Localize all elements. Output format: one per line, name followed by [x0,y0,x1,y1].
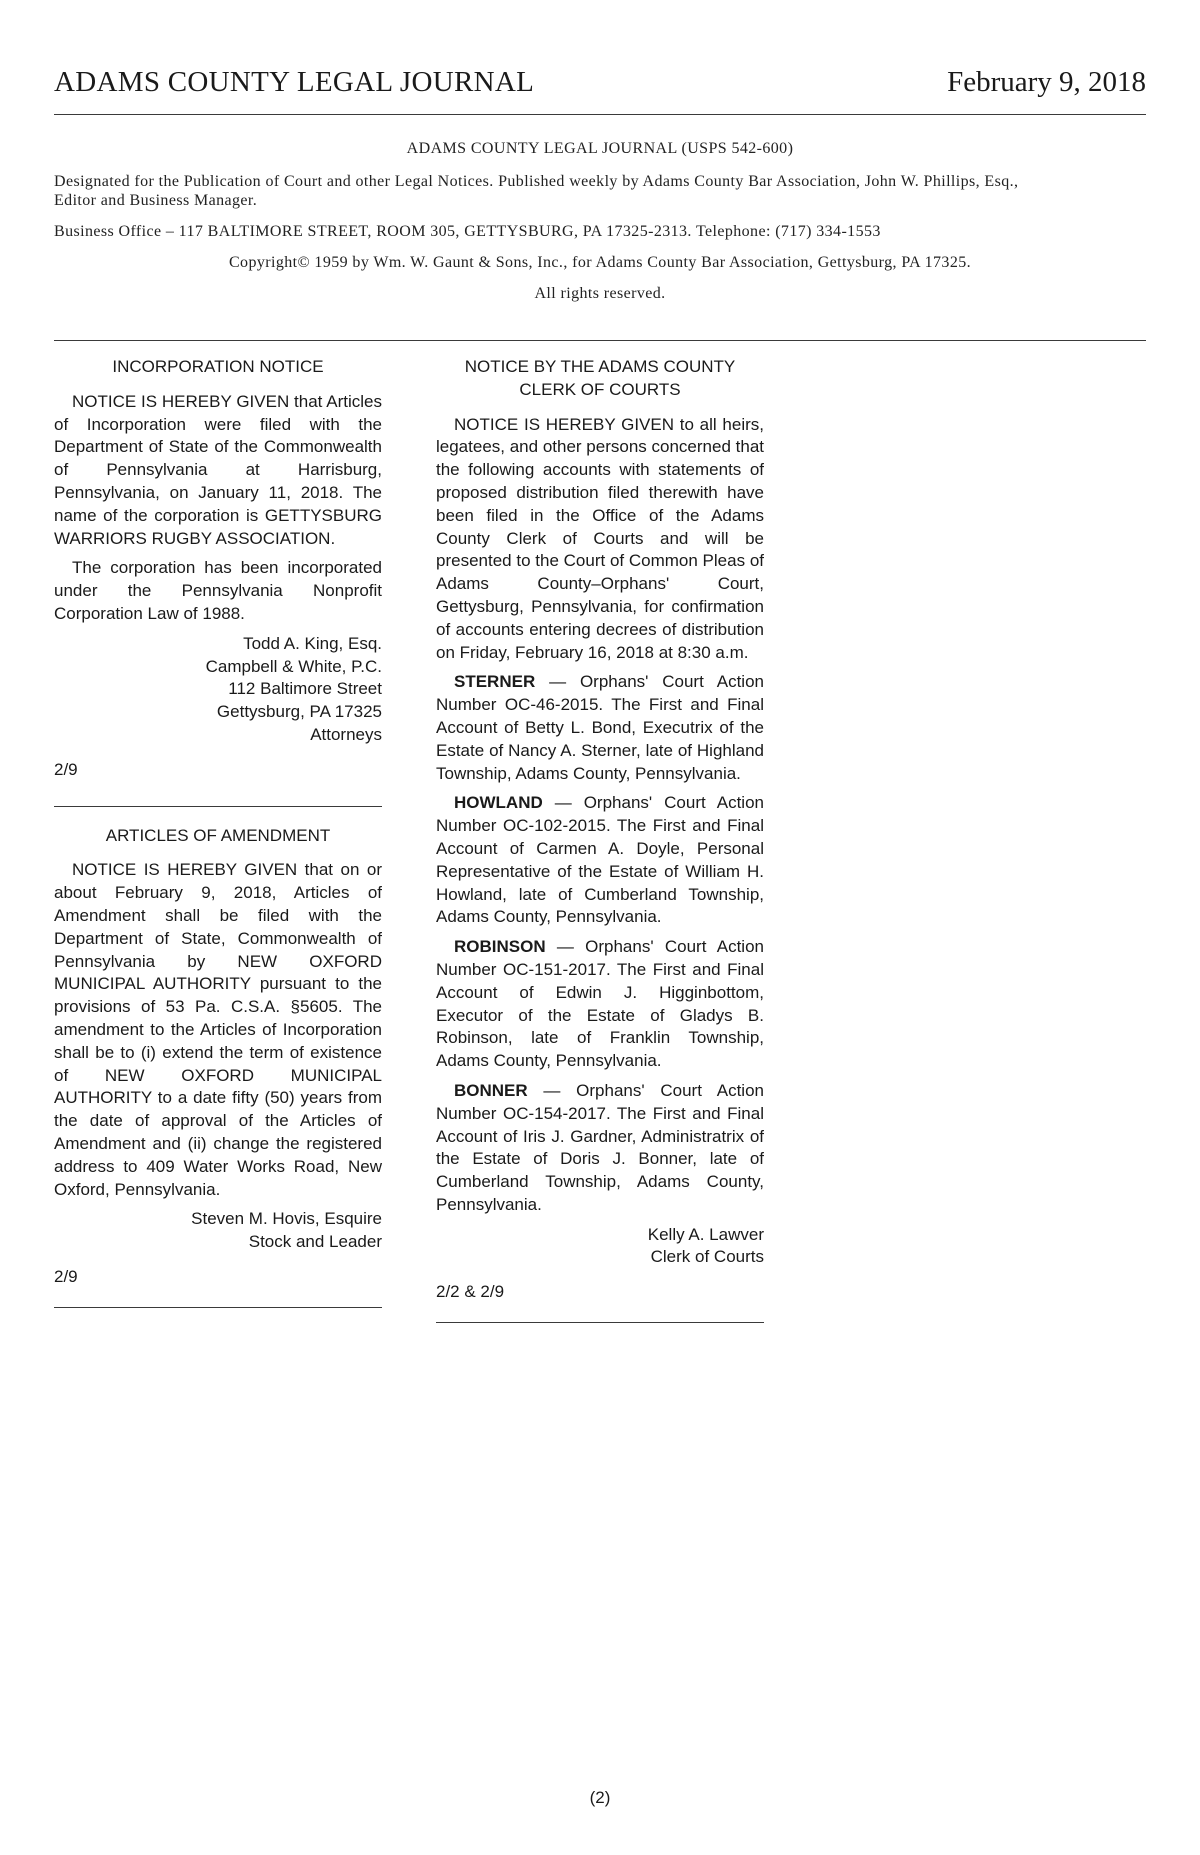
signature-line: Gettysburg, PA 17325 [216,702,382,722]
signature-block [436,1224,764,1270]
notice-dateline: 2/9 [54,1266,78,1286]
divider [54,806,382,807]
signature-line: Todd A. King, Esq. [243,633,382,653]
business-office: Business Office – 117 BALTIMORE STREET, ROOM 305, GETTYSBURG, PA 17325-2313. Telephone: (717) 334-1553 [54,223,881,240]
signature-line: Campbell & White, P.C. [205,656,382,676]
divider [54,1307,382,1308]
estate-account-text: — Orphans' Court Action Number OC-154-2017. The First and Final Account of Iris J. Gardner, Administratrix of the Estate of Doris J. Bonner, late of Cumberland Township, Adams County, Pennsylvania. [436,1080,764,1214]
signature-line: 112 Baltimore Street [228,679,382,699]
estate-account-entry [436,671,764,785]
journal-title: ADAMS COUNTY LEGAL JOURNAL [54,66,535,98]
clerk-notice [436,356,764,1304]
amendment-notice [54,825,382,1289]
signature-line: Kelly A. Lawver [647,1224,764,1244]
right-column [436,356,764,1323]
notice-heading: ARTICLES OF AMENDMENT [105,825,331,845]
notice-intro: NOTICE IS HEREBY GIVEN to all heirs, legatees, and other persons concerned that the following accounts with statements of proposed distribution filed therewith have been filed in the Office of the Adams County Clerk of Courts and will be presented to the Court of Common Pleas of Adams County–Orphans' Court, Gettysburg, Pennsylvania, for confirmation of accounts entering decrees of distribution on Friday, February 16, 2018 at 8:30 a.m. [436,414,764,662]
signature-block [54,633,382,747]
signature-line: Clerk of Courts [650,1247,764,1267]
estate-account-entry [436,1080,764,1217]
heading-line: NOTICE BY THE ADAMS COUNTY [464,357,736,376]
issue-date: February 9, 2018 [947,66,1146,98]
notice-heading [436,356,764,402]
notice-paragraph: NOTICE IS HEREBY GIVEN that Articles of Incorporation were filed with the Department of State of the Commonwealth of Pennsylvania at Harrisburg, Pennsylvania, on January 11, 2018. The name of the corporation is GETTYSBURG WARRIORS RUGBY ASSOCIATION. [54,391,382,548]
notice-paragraph: NOTICE IS HEREBY GIVEN that on or about February 9, 2018, Articles of Amendment shall be filed with the Department of State, Commonwealth of Pennsylvania by NEW OXFORD MUNICIPAL AUTHORITY pursuant to the provisions of 53 Pa. C.S.A. §5605. The amendment to the Articles of Incorporation shall be to (i) extend the term of existence of NEW OXFORD MUNICIPAL AUTHORITY to a date fifty (50) years from the date of approval of the Articles of Amendment and (ii) change the registered address to 409 Water Works Road, New Oxford, Pennsylvania. [54,860,382,1199]
page-number: (2) [589,1788,611,1807]
divider [436,1322,764,1323]
estate-name: BONNER [454,1080,528,1100]
heading-line: CLERK OF COURTS [519,379,681,399]
copyright-line: Copyright© 1959 by Wm. W. Gaunt & Sons, Inc., for Adams County Bar Association, Gettysburg, PA 17325. [228,254,972,271]
rights-line: All rights reserved. [534,285,666,302]
signature-line: Attorneys [310,724,382,744]
notice-heading: INCORPORATION NOTICE [112,357,324,376]
left-column [54,356,382,1308]
notice-dateline: 2/2 & 2/9 [436,1282,505,1302]
publication-info [54,140,1146,341]
incorporation-notice [54,356,382,782]
estate-name: HOWLAND [454,793,543,813]
estate-account-text: — Orphans' Court Action Number OC-46-2015. The First and Final Account of Betty L. Bond, Executrix of the Estate of Nancy A. Sterner, late of Highland Township, Adams County, Pennsylvania. [436,672,764,783]
notice-dateline: 2/9 [54,759,78,779]
estate-name: STERNER [454,672,536,692]
estate-name: ROBINSON [454,937,546,957]
signature-line: Stock and Leader [248,1232,382,1252]
publication-name: ADAMS COUNTY LEGAL JOURNAL (USPS 542-600) [406,140,794,157]
estate-account-text: — Orphans' Court Action Number OC-102-2015. The First and Final Account of Carmen A. Doyle, Personal Representative of the Estate of William H. Howland, late of Cumberland Township, Adams County, Pennsylvania. [436,793,764,927]
notice-paragraph: The corporation has been incorporated under the Pennsylvania Nonprofit Corporation Law of 1988. [54,558,382,623]
estate-account-entry [436,936,764,1073]
masthead [54,66,1146,115]
publication-designation: Designated for the Publication of Court and other Legal Notices. Published weekly by Adams County Bar Association, John W. Phillips, Esq., Editor and Business Manager. [54,173,1019,209]
signature-block [54,1208,382,1254]
estate-account-entry [436,792,764,929]
signature-line: Steven M. Hovis, Esquire [191,1209,382,1229]
estate-account-text: — Orphans' Court Action Number OC-151-2017. The First and Final Account of Edwin J. Higginbottom, Executor of the Estate of Gladys B. Robinson, late of Franklin Township, Adams County, Pennsylvania. [436,937,764,1071]
